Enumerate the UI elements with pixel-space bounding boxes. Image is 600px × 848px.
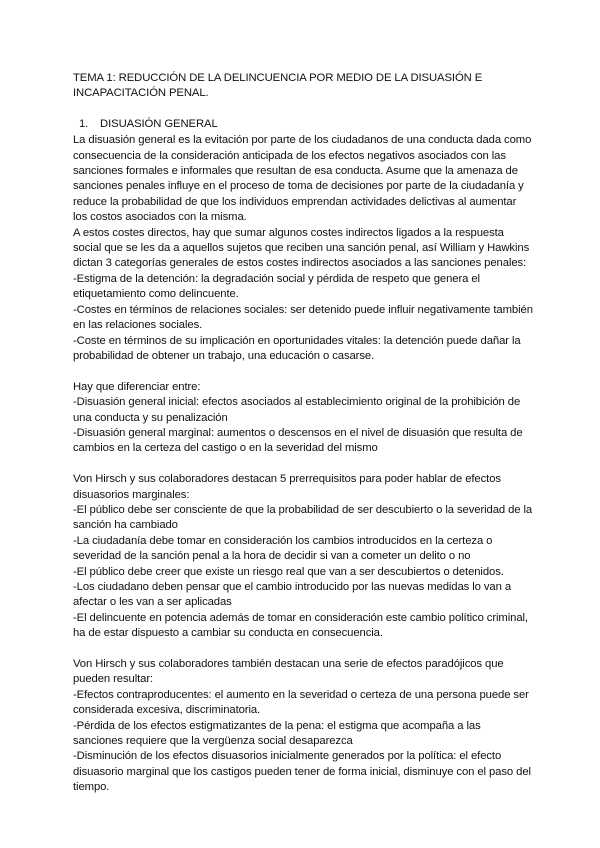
section-number: 1.: [79, 117, 89, 130]
paragraph-intro: Hay que diferenciar entre:: [73, 380, 201, 393]
list-item: -Pérdida de los efectos estigmatizantes de la pena: el estigma que acompaña a las sanciones requiere que la vergüenza social desaparezca: [73, 719, 481, 748]
paragraph-intro: Von Hirsch y sus colaboradores destacan 5 prerrequisitos para poder hablar de efectos disuasorios marginales:: [73, 473, 501, 501]
list-item: -Disuasión general marginal: aumentos o descensos en el nivel de disuasión que resulta de cambios en la certeza del castigo o en la severidad del mismo: [73, 426, 523, 455]
spacer: [73, 642, 533, 657]
list-item: -El público debe creer que existe un riesgo real que van a ser descubiertos o detenidos.: [73, 565, 504, 578]
list-item: -Los ciudadano deben pensar que el cambio introducido por las nuevas medidas lo van a afectar o les van a ser aplicadas: [73, 580, 512, 609]
paragraph-definition: La disuasión general es la evitación por parte de los ciudadanos de una conducta dada como consecuencia de la consideración anticipada de los efectos negativos asociados con las sanciones formales e informales que resultan de esa conducta. Asume que la amenaza de sanciones penales influye en el proceso de toma de decisiones por parte de la ciudadanía y reduce la probabilidad de que los individuos emprendan actividades delictivas al aumentar los costos asociados con la misma.: [73, 134, 532, 224]
list-item: -Coste en términos de su implicación en oportunidades vitales: la detención puede dañar la probabilidad de obtener un trabajo, una educación o casarse.: [73, 334, 521, 362]
list-item: -El público debe ser consciente de que la probabilidad de ser descubierto o la severidad de la sanción ha cambiado: [73, 503, 533, 532]
list-item: -Disminución de los efectos disuasorios inicialmente generados por la política: el efecto disuasorio marginal que los castigos pueden tener de forma inicial, disminuye con el paso del tiempo.: [73, 750, 531, 794]
spacer: [73, 364, 533, 379]
section-heading-text: DISUASIÓN GENERAL: [100, 117, 218, 130]
section-heading: [73, 117, 533, 132]
spacer: [73, 457, 533, 472]
paragraph-indirect-costs: A estos costes directos, hay que sumar algunos costes indirectos ligados a la respuesta social que se les da a aquellos sujetos que reciben una sanción penal, así William y Hawkins dictan 3 categorías generales de estos costes indirectos asociados a las sanciones penales:: [73, 226, 530, 270]
list-item: -La ciudadanía debe tomar en consideración los cambios introducidos en la certeza o severidad de la sanción penal a la hora de decidir si van a cometer un delito o no: [73, 534, 493, 563]
paragraph-intro: Von Hirsch y sus colaboradores también destacan una serie de efectos paradójicos que pueden resultar:: [73, 657, 504, 686]
document-body: [73, 71, 533, 796]
list-item: -Efectos contraproducentes: el aumento en la severidad o certeza de una persona puede ser considerada excesiva, discriminatoria.: [73, 688, 529, 717]
list-item: -El delincuente en potencia además de tomar en consideración este cambio político criminal, ha de estar dispuesto a cambiar su conducta en consecuencia.: [73, 611, 528, 640]
list-item: -Disuasión general inicial: efectos asociados al establecimiento original de la prohibición de una conducta y su penalización: [73, 396, 521, 424]
document-title: TEMA 1: REDUCCIÓN DE LA DELINCUENCIA POR MEDIO DE LA DISUASIÓN E INCAPACITACIÓN PENAL.: [73, 72, 483, 100]
list-item: -Costes en términos de relaciones sociales: ser detenido puede influir negativamente también en las relaciones sociales.: [73, 303, 533, 332]
list-item: -Estigma de la detención: la degradación social y pérdida de respeto que genera el etiquetamiento como delincuente.: [73, 272, 480, 301]
